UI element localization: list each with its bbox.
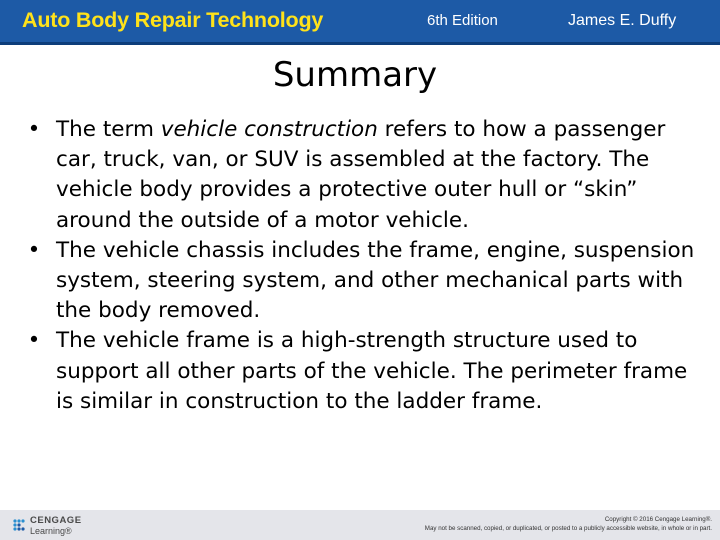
bullet-list <box>24 115 699 417</box>
header-bar <box>0 0 720 45</box>
copyright-line: Copyright © 2016 Cengage Learning®. <box>604 516 712 523</box>
bullet-text: The vehicle chassis includes the frame, engine, suspension system, steering system, and other mechanical parts with the body removed. <box>56 237 695 324</box>
bullet-emphasis: vehicle construction <box>160 117 378 142</box>
bullet-item <box>24 115 699 236</box>
bullet-dot-icon: • <box>27 237 41 263</box>
logo-text-cengage: CENGAGE <box>30 515 82 526</box>
copyright-notice: May not be scanned, copied, or duplicated, or posted to a publicly accessible website, in whole or in part. <box>424 525 712 532</box>
bullet-text-suffix: refers to how a passenger car, truck, van, or SUV is assembled at the factory. The vehicle body provides a protective outer hull or “skin” around the outside of a motor vehicle. <box>56 117 666 233</box>
bullet-dot-icon: • <box>27 117 41 142</box>
bullet-text: The vehicle frame is a high-strength structure used to support all other parts of the vehicle. The perimeter frame is similar in construction to the ladder frame. <box>56 328 688 414</box>
book-author: James E. Duffy <box>568 12 677 29</box>
slide-title: Summary <box>272 55 438 95</box>
bullet-item <box>24 236 699 327</box>
cengage-logo-icon <box>12 518 26 532</box>
book-edition: 6th Edition <box>427 12 498 29</box>
bullet-text-prefix: The term <box>56 117 161 142</box>
bullet-dot-icon: • <box>27 328 41 354</box>
bullet-item <box>24 326 699 417</box>
logo-text-learning: Learning® <box>30 526 72 536</box>
book-title: Auto Body Repair Technology <box>22 8 324 32</box>
